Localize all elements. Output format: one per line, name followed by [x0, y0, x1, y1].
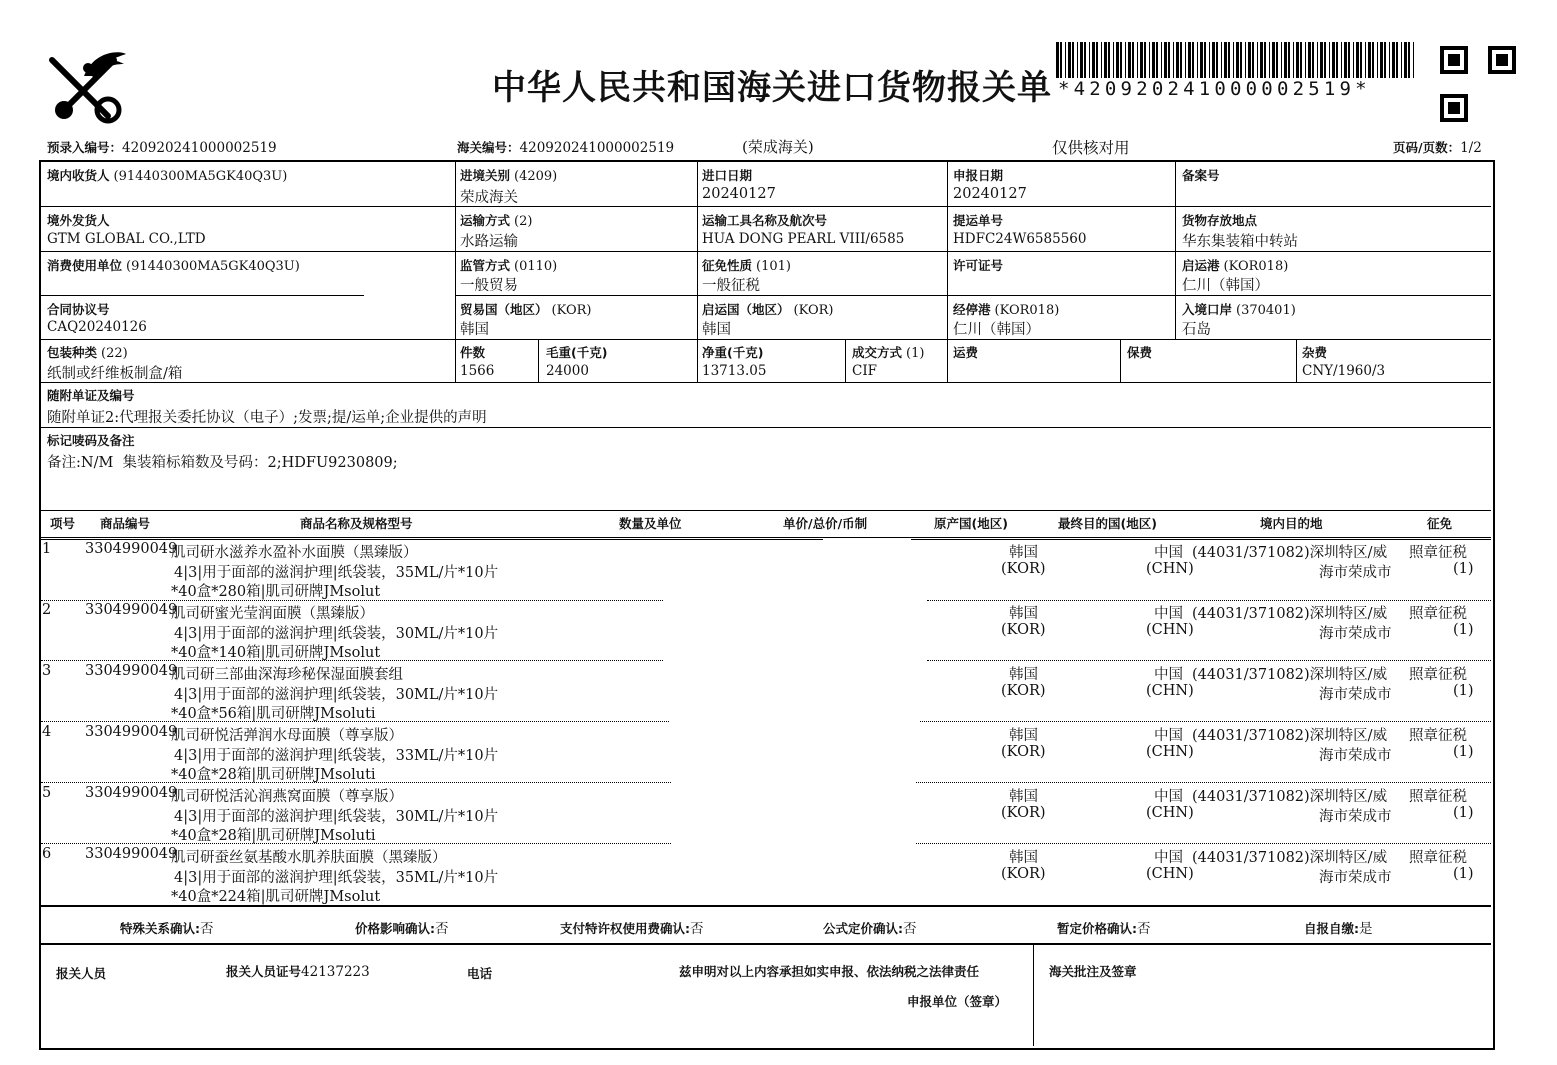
origin-country: 韩国	[1009, 606, 1038, 622]
col-header-domestic: 境内目的地	[1260, 516, 1323, 531]
origin-country-code: (KOR)	[1001, 683, 1046, 699]
consignee-label: 境内收货人 (91440300MA5GK40Q3U)	[47, 168, 288, 184]
tax-mode: 照章征税	[1409, 667, 1467, 683]
barcode	[1056, 42, 1418, 78]
insurance-label: 保费	[1127, 345, 1153, 360]
storage-label: 货物存放地点	[1182, 213, 1258, 228]
origin-country-code: (KOR)	[1001, 805, 1046, 821]
preentry-number: 预录入编号：420920241000002519	[47, 140, 277, 156]
col-header-tax: 征免	[1427, 516, 1453, 531]
destination-country-code: (CHN)	[1146, 744, 1194, 760]
marks-label: 标记唛码及备注	[47, 433, 135, 448]
item-no: 5	[42, 785, 52, 801]
tax-mode-code: (1)	[1453, 866, 1474, 882]
domestic-destination-1: (44031/371082)深圳特区/威	[1192, 667, 1388, 683]
destination-country: 中国	[1154, 545, 1183, 561]
declare-date-value: 20240127	[953, 186, 1027, 202]
import-date-label: 进口日期	[702, 168, 753, 183]
barcode-text: *420920241000002519*	[1058, 78, 1371, 100]
spec-line-1: 4|3|用于面部的滋润护理|纸袋装，30ML/片*10片	[174, 809, 499, 825]
customs-number: 海关编号：420920241000002519	[457, 140, 675, 156]
spec-line-2: *40盒*28箱|肌司研牌JMsoluti	[171, 828, 376, 844]
col-header-destination: 最终目的国(地区)	[1058, 516, 1157, 531]
spec-line-1: 4|3|用于面部的滋润护理|纸袋装，33ML/片*10片	[174, 748, 499, 764]
page-indicator: 页码/页数：1/2	[1393, 140, 1482, 156]
destination-country-code: (CHN)	[1146, 622, 1194, 638]
origin-country: 韩国	[1009, 545, 1038, 561]
col-header-code: 商品编号	[100, 516, 151, 531]
origin-country-code: (KOR)	[1001, 744, 1046, 760]
domestic-destination-2: 海市荣成市	[1319, 870, 1392, 886]
packing-label: 包装种类 (22)	[47, 345, 128, 361]
stop-port-label: 经停港 (KOR018)	[953, 302, 1060, 318]
record-no-label: 备案号	[1182, 168, 1220, 183]
license-label: 许可证号	[953, 258, 1004, 273]
tax-mode: 照章征税	[1409, 789, 1467, 805]
domestic-destination-1: (44031/371082)深圳特区/威	[1192, 850, 1388, 866]
net-weight-label: 净重(千克)	[702, 345, 764, 360]
destination-country: 中国	[1154, 850, 1183, 866]
col-header-origin: 原产国(地区)	[934, 516, 1008, 531]
page-title: 中华人民共和国海关进口货物报关单	[492, 68, 1052, 108]
stop-port-value: 仁川（韩国）	[953, 322, 1040, 338]
tax-nature-value: 一般征税	[702, 278, 760, 294]
origin-country-label: 启运国（地区） (KOR)	[702, 302, 834, 318]
domestic-destination-1: (44031/371082)深圳特区/威	[1192, 545, 1388, 561]
departure-port-label: 启运港 (KOR018)	[1182, 258, 1289, 274]
destination-country: 中国	[1154, 728, 1183, 744]
spec-line-2: *40盒*28箱|肌司研牌JMsoluti	[171, 767, 376, 783]
gross-weight-label: 毛重(千克)	[546, 345, 608, 360]
destination-country-code: (CHN)	[1146, 805, 1194, 821]
origin-country-code: (KOR)	[1001, 622, 1046, 638]
vessel-label: 运输工具名称及航次号	[702, 213, 828, 228]
spec-line-2: *40盒*140箱|肌司研牌JMsolut	[171, 645, 381, 661]
vessel-value: HUA DONG PEARL VIII/6585	[702, 231, 905, 247]
domestic-destination-2: 海市荣成市	[1319, 687, 1392, 703]
tax-mode-code: (1)	[1453, 622, 1474, 638]
storage-value: 华东集装箱中转站	[1182, 234, 1298, 250]
commodity-code: 3304990049	[85, 785, 178, 801]
bill-label: 提运单号	[953, 213, 1004, 228]
destination-country: 中国	[1154, 667, 1183, 683]
contract-value: CAQ20240126	[47, 319, 147, 335]
trade-country-value: 韩国	[460, 322, 489, 338]
tax-nature-label: 征免性质 (101)	[702, 258, 791, 274]
supervision-value: 一般贸易	[460, 278, 518, 294]
origin-country: 韩国	[1009, 728, 1038, 744]
declarant-cert: 报关人员证号42137223	[226, 964, 370, 980]
col-header-name: 商品名称及规格型号	[300, 516, 413, 531]
spec-line-1: 4|3|用于面部的滋润护理|纸袋装，35ML/片*10片	[174, 870, 499, 886]
origin-country-code: (KOR)	[1001, 561, 1046, 577]
consumer-label: 消费使用单位 (91440300MA5GK40Q3U)	[47, 258, 300, 274]
origin-country: 韩国	[1009, 667, 1038, 683]
bill-value: HDFC24W6585560	[953, 231, 1087, 247]
item-no: 3	[42, 663, 52, 679]
transport-mode-label: 运输方式 (2)	[460, 213, 533, 229]
confirm-provisional-price: 暂定价格确认:否	[1057, 921, 1151, 937]
confirm-formula-price: 公式定价确认:否	[823, 921, 917, 937]
table-row	[41, 601, 1491, 662]
destination-country-code: (CHN)	[1146, 561, 1194, 577]
tax-mode: 照章征税	[1409, 545, 1467, 561]
origin-country-value: 韩国	[702, 322, 731, 338]
tax-mode: 照章征税	[1409, 728, 1467, 744]
spec-line-1: 4|3|用于面部的滋润护理|纸袋装，30ML/片*10片	[174, 687, 499, 703]
tax-mode: 照章征税	[1409, 850, 1467, 866]
declare-date-label: 申报日期	[953, 168, 1004, 183]
spec-line-2: *40盒*224箱|肌司研牌JMsolut	[171, 889, 381, 905]
confirm-special-relation: 特殊关系确认:否	[120, 921, 214, 937]
customs-emblem-icon	[44, 46, 128, 128]
trade-country-label: 贸易国（地区） (KOR)	[460, 302, 592, 318]
confirm-royalty: 支付特许权使用费确认:否	[560, 921, 704, 937]
gross-weight-value: 24000	[546, 363, 589, 379]
domestic-destination-2: 海市荣成市	[1319, 748, 1392, 764]
commodity-code: 3304990049	[85, 602, 178, 618]
pieces-value: 1566	[460, 363, 495, 379]
table-row	[41, 723, 1491, 784]
commodity-code: 3304990049	[85, 724, 178, 740]
tax-mode-code: (1)	[1453, 744, 1474, 760]
col-header-price: 单价/总价/币制	[783, 516, 868, 531]
domestic-destination-1: (44031/371082)深圳特区/威	[1192, 728, 1388, 744]
tax-mode-code: (1)	[1453, 683, 1474, 699]
origin-country: 韩国	[1009, 850, 1038, 866]
qr-code-icon	[1440, 46, 1516, 122]
domestic-destination-2: 海市荣成市	[1319, 626, 1392, 642]
spec-line-1: 4|3|用于面部的滋润护理|纸袋装，30ML/片*10片	[174, 626, 499, 642]
commodity-name: 肌司研蚕丝氨基酸水肌养肤面膜（黑臻版）	[171, 850, 447, 866]
table-row	[41, 662, 1491, 723]
commodity-code: 3304990049	[85, 846, 178, 862]
item-no: 1	[42, 541, 52, 557]
deal-value: CIF	[852, 363, 878, 379]
spec-line-1: 4|3|用于面部的滋润护理|纸袋装，35ML/片*10片	[174, 565, 499, 581]
packing-value: 纸制或纤维板制盒/箱	[47, 366, 183, 382]
confirm-self-declare: 自报自缴:是	[1304, 921, 1373, 937]
commodity-name: 肌司研悦活沁润燕窝面膜（尊享版）	[171, 789, 403, 805]
table-row	[41, 784, 1491, 845]
docs-label: 随附单证及编号	[47, 388, 135, 403]
commodity-code: 3304990049	[85, 541, 178, 557]
freight-label: 运费	[953, 345, 979, 360]
item-no: 2	[42, 602, 52, 618]
spec-line-2: *40盒*280箱|肌司研牌JMsolut	[171, 584, 381, 600]
commodity-name: 肌司研水滋养水盈补水面膜（黑臻版）	[171, 545, 418, 561]
spec-line-2: *40盒*56箱|肌司研牌JMsoluti	[171, 706, 376, 722]
destination-country-code: (CHN)	[1146, 866, 1194, 882]
customs-office: (荣成海关)	[742, 138, 814, 156]
shipper-label: 境外发货人	[47, 213, 110, 228]
transport-mode-value: 水路运输	[460, 234, 518, 250]
commodity-name: 肌司研三部曲深海珍秘保湿面膜套组	[171, 667, 403, 683]
deal-label: 成交方式 (1)	[852, 345, 925, 361]
pieces-label: 件数	[460, 345, 486, 360]
destination-country: 中国	[1154, 789, 1183, 805]
entry-customs-value: 荣成海关	[460, 190, 518, 206]
declare-unit-signature: 申报单位（签章）	[907, 994, 1008, 1009]
customs-note-signature: 海关批注及签章	[1049, 964, 1137, 979]
destination-country: 中国	[1154, 606, 1183, 622]
import-date-value: 20240127	[702, 186, 776, 202]
misc-fee-value: CNY/1960/3	[1302, 363, 1386, 379]
supervision-label: 监管方式 (0110)	[460, 258, 558, 274]
entry-port-value: 石岛	[1182, 322, 1211, 338]
commodity-name: 肌司研悦活弹润水母面膜（尊享版）	[171, 728, 403, 744]
item-no: 6	[42, 846, 52, 862]
origin-country: 韩国	[1009, 789, 1038, 805]
net-weight-value: 13713.05	[702, 363, 767, 379]
col-header-quantity: 数量及单位	[619, 516, 682, 531]
misc-fee-label: 杂费	[1302, 345, 1328, 360]
domestic-destination-1: (44031/371082)深圳特区/威	[1192, 789, 1388, 805]
tax-mode-code: (1)	[1453, 805, 1474, 821]
confirm-price-influence: 价格影响确认:否	[355, 921, 449, 937]
contract-label: 合同协议号	[47, 302, 110, 317]
shipper-value: GTM GLOBAL CO.,LTD	[47, 231, 206, 247]
declarant-label: 报关人员	[56, 966, 107, 981]
origin-country-code: (KOR)	[1001, 866, 1046, 882]
tax-mode-code: (1)	[1453, 561, 1474, 577]
col-header-no: 项号	[50, 516, 76, 531]
tax-mode: 照章征税	[1409, 606, 1467, 622]
domestic-destination-1: (44031/371082)深圳特区/威	[1192, 606, 1388, 622]
item-no: 4	[42, 724, 52, 740]
domestic-destination-2: 海市荣成市	[1319, 809, 1392, 825]
phone-label: 电话	[467, 966, 493, 981]
commodity-name: 肌司研蜜光莹润面膜（黑臻版）	[171, 606, 374, 622]
table-row	[41, 845, 1491, 906]
marks-value: 备注:N/M 集装箱标箱数及号码：2;HDFU9230809;	[47, 455, 398, 471]
table-row	[41, 540, 1491, 601]
legal-statement: 兹申明对以上内容承担如实申报、依法纳税之法律责任	[679, 964, 980, 979]
docs-value: 随附单证2:代理报关委托协议（电子）;发票;提/运单;企业提供的声明	[47, 410, 487, 426]
commodity-code: 3304990049	[85, 663, 178, 679]
verify-only-note: 仅供核对用	[1052, 139, 1130, 157]
destination-country-code: (CHN)	[1146, 683, 1194, 699]
domestic-destination-2: 海市荣成市	[1319, 565, 1392, 581]
entry-port-label: 入境口岸 (370401)	[1182, 302, 1296, 318]
entry-customs-label: 进境关别 (4209)	[460, 168, 558, 184]
departure-port-value: 仁川（韩国）	[1182, 278, 1269, 294]
